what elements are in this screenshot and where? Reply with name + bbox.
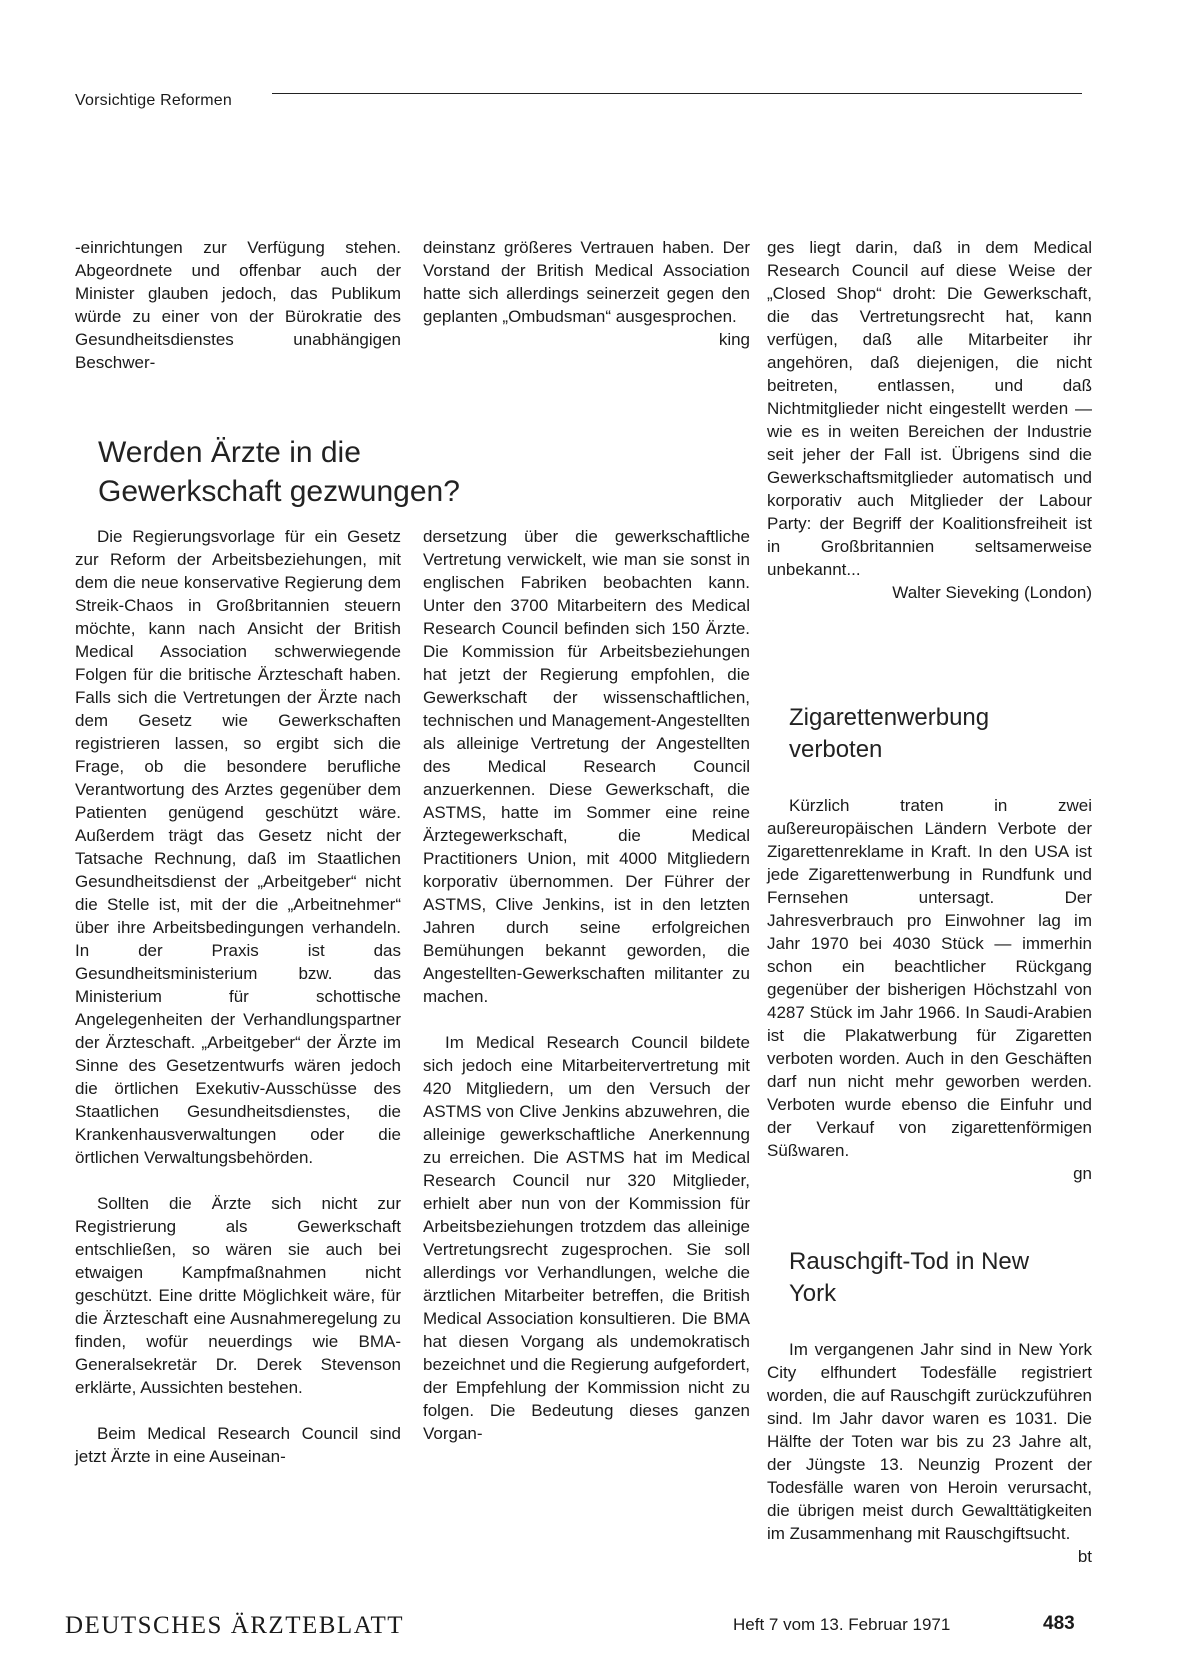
article-headline: Werden Ärzte in die Gewerkschaft gezwungen?: [98, 436, 460, 508]
article-col3: [767, 236, 1092, 604]
paragraph: Sollten die Ärzte sich nicht zur Registrierung als Gewerkschaft entschließen, so wären sie auch bei etwaigen Kampfmaßnahmen nicht geschützt. Eine dritte Möglichkeit wäre, für die Ärzteschaft eine Ausnahmeregelung zu finden, wofür neuerdings wie BMA-Generalsekretär Dr. Derek Stevenson erklärte, Aussichten bestehen.: [75, 1194, 401, 1397]
article-col2: [423, 525, 750, 1445]
article-headline: Rauschgift-Tod in New York: [789, 1248, 1030, 1307]
paragraph: ges liegt darin, daß in dem Medical Research Council auf diese Weise der „Closed Shop“ droht: Die Gewerkschaft, die das Vertretungsrecht hat, kann verfügen, daß alle Mitarbeiter ihr angehören, daß diejenigen, die nicht beitreten, entlassen, und daß Nichtmitglieder nicht eingestellt werden — wie es in weiten Bereichen der Industrie seit jeher der Fall ist. Übrigens sind die Gewerkschaftsmitglieder automatisch und korporativ auch Mitglieder der Labour Party: der Begriff der Koalitionsfreiheit ist in Großbritannien seltsamerweise unbekannt...: [767, 238, 1092, 579]
page-number: 483: [1043, 1613, 1075, 1634]
top-continuation-col1: [75, 236, 401, 374]
article-headline: Zigarettenwerbung verboten: [789, 704, 990, 763]
paragraph: Kürzlich traten in zwei außereuropäischen Ländern Verbote der Zigarettenreklame in Kraft. In den USA ist jede Zigarettenwerbung in Rundfunk und Fernsehen untersagt. Der Jahresverbrauch pro Einwohner lag im Jahr 1970 bei 4030 Stück — immerhin schon ein beachtlicher Rückgang gegenüber der bisherigen Höchstzahl von 4287 Stück im Jahr 1966. In Saudi-Arabien ist die Plakatwerbung für Zigaretten verboten worden. Auch in den Geschäften darf nun nicht mehr geworben werden. Verboten wurde ebenso die Einfuhr und der Verkauf von zigarettenförmigen Süßwaren.: [767, 796, 1092, 1160]
article-body: [767, 1338, 1092, 1568]
author-initials: bt: [1077, 1547, 1092, 1566]
paragraph: Die Regierungsvorlage für ein Gesetz zur Reform der Arbeitsbeziehungen, mit dem die neue konservative Regierung dem Streik-Chaos in Großbritannien steuern möchte, kann nach Ansicht der British Medical Association schwerwiegende Folgen für die britische Ärzteschaft haben. Falls sich die Vertretungen der Ärzte nach dem Gesetz wie Gewerkschaften registrieren lassen, so ergibt sich die Frage, ob die besondere berufliche Verantwortung des Arztes gegenüber dem Patienten genügend geschützt wäre. Außerdem trägt das Gesetz nicht der Tatsache Rechnung, daß im Staatlichen Gesundheitsdienst der „Arbeitgeber“ nicht die Stelle ist, mit der die „Arbeitnehmer“ über ihre Arbeitsbedingungen verhandeln. In der Praxis ist das Gesundheitsministerium bzw. das Ministerium für schottische Angelegenheiten der Verhandlungspartner der Ärzteschaft. „Arbeitgeber“ der Ärzte im Sinne des Gesetzentwurfs wären jedoch die örtlichen Exekutiv-Ausschüsse des Staatlichen Gesundheitsdienstes, die Krankenhausverwaltungen oder die örtlichen Verwaltungsbehörden.: [75, 527, 401, 1167]
paragraph: -einrichtungen zur Verfügung stehen. Abgeordnete und offenbar auch der Minister glauben jedoch, das Publikum würde zu einer von der Bürokratie des Gesundheitsdienstes unabhängigen Beschwer-: [75, 238, 401, 372]
issue-info: Heft 7 vom 13. Februar 1971: [733, 1615, 951, 1634]
top-continuation-col2: [423, 236, 750, 351]
author-initials: king: [718, 330, 750, 349]
paragraph: Im Medical Research Council bildete sich jedoch eine Mitarbeitervertretung mit 420 Mitgliedern, um den Versuch der ASTMS von Clive Jenkins abzuwehren, die alleinige gewerkschaftliche Anerkennung zu erreichen. Die ASTMS hat im Medical Research Council nur 320 Mitglieder, erhielt aber nun von der Kommission für Arbeitsbeziehungen trotzdem das alleinige Vertretungsrecht zugesprochen. Sie soll allerdings vor Verhandlungen, welche die ärztlichen Mitarbeiter betreffen, die British Medical Association konsultieren. Die BMA hat diesen Vorgang als undemokratisch bezeichnet und die Regierung aufgefordert, der Empfehlung der Kommission nicht zu folgen. Die Bedeutung dieses ganzen Vorgan-: [423, 1033, 751, 1443]
article-col1: [75, 525, 401, 1468]
paragraph: dersetzung über die gewerkschaftliche Vertretung verwickelt, wie man sie sonst in englischen Fabriken beobachten kann. Unter den 3700 Mitarbeitern des Medical Research Council befinden sich 150 Ärzte. Die Kommission für Arbeitsbeziehungen hat jetzt der Regierung empfohlen, die Gewerkschaft der wissenschaftlichen, technischen und Management-Angestellten als alleinige Vertretung der Angestellten des Medical Research Council anzuerkennen. Diese Gewerkschaft, die ASTMS, hatte im Sommer eine reine Ärztegewerkschaft, die Medical Practitioners Union, mit 4000 Mitgliedern korporativ übernommen. Der Führer der ASTMS, Clive Jenkins, ist in den letzten Jahren durch seine erfolgreichen Bemühungen bekannt geworden, die Angestellten-Gewerkschaften militanter zu machen.: [423, 527, 750, 1006]
header-rule: [272, 93, 1082, 94]
paragraph: Beim Medical Research Council sind jetzt Ärzte in eine Auseinan-: [75, 1424, 401, 1466]
author-byline: Walter Sieveking (London): [892, 583, 1092, 602]
author-initials: gn: [1073, 1164, 1092, 1183]
magazine-name: DEUTSCHES ÄRZTEBLATT: [65, 1612, 405, 1639]
paragraph: deinstanz größeres Vertrauen haben. Der Vorstand der British Medical Association hatte sich allerdings seinerzeit gegen den geplanten „Ombudsman“ ausgesprochen.: [423, 238, 750, 326]
article-body: [767, 794, 1092, 1185]
running-head: Vorsichtige Reformen: [75, 92, 232, 109]
paragraph: Im vergangenen Jahr sind in New York City elfhundert Todesfälle registriert worden, die auf Rauschgift zurückzuführen sind. Im Jahr davor waren es 1031. Die Hälfte der Toten war bis zu 23 Jahre alt, der Jüngste 13. Neunzig Prozent der Todesfälle waren von Heroin verursacht, die übrigen meist durch Gewalttätigkeiten im Zusammenhang mit Rauschgiftsucht.: [767, 1340, 1092, 1543]
